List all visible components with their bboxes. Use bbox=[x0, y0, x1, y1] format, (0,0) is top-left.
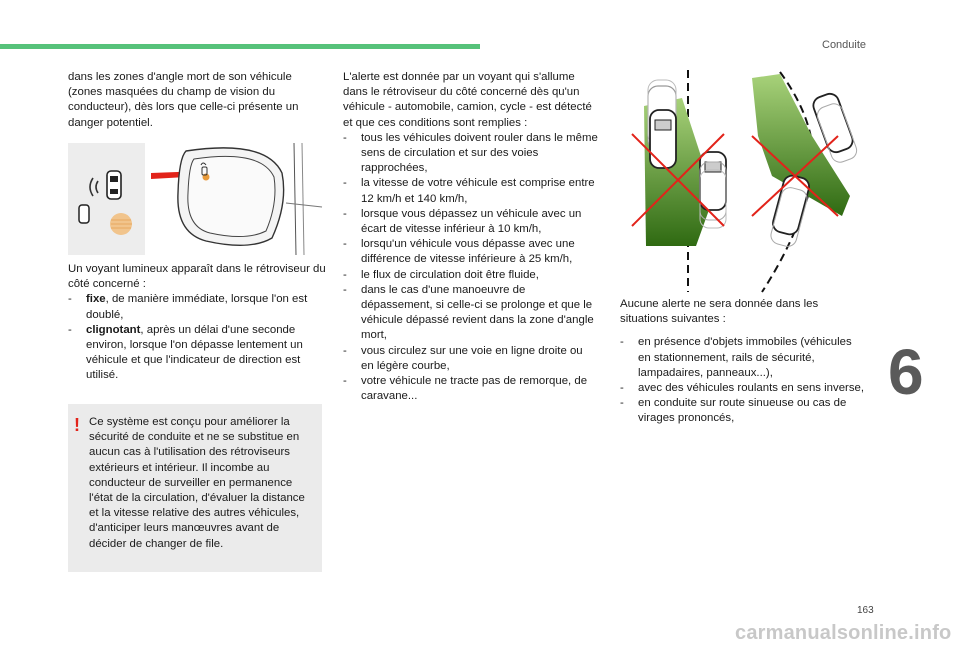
list-item: - avec des véhicules roulants en sens inverse, bbox=[620, 382, 865, 395]
list-item: - vous circulez sur une voie en ligne droite ou en légère courbe, bbox=[343, 344, 583, 372]
car-sensor-icon bbox=[68, 143, 145, 255]
list-item: - le flux de circulation doit être fluide, bbox=[343, 268, 539, 281]
exclamation-icon: ! bbox=[74, 415, 80, 435]
term-clignotant: clignotant bbox=[86, 323, 141, 336]
voyant-intro: Un voyant lumineux apparaît dans le rétroviseur du côté concerné : bbox=[68, 263, 326, 291]
chapter-number: 6 bbox=[888, 336, 924, 408]
list-item: - en conduite sur route sinueuse ou cas de virages prononcés, bbox=[620, 397, 847, 425]
conditions-list bbox=[343, 131, 598, 405]
road-illustration bbox=[612, 66, 878, 296]
list-item: - fixe, de manière immédiate, lorsque l'on est doublé, bbox=[68, 293, 308, 321]
warning-text: Ce système est conçu pour améliorer la sécurité de conduite et ne se substitue en aucun cas à l'utilisation des rétroviseurs extérieurs et intérieur. Il incombe au conducteur de surveiller en permanence l'état de la circulation, d'évaluer la distance et la vitesse relative des autres véhicules, d'anticiper leurs manœuvres avant de décider de changer de file. bbox=[89, 416, 305, 550]
list-item: - la vitesse de votre véhicule est comprise entre 12 km/h et 140 km/h, bbox=[343, 177, 595, 205]
voyant-section bbox=[68, 262, 326, 384]
term-fixe: fixe bbox=[86, 293, 106, 306]
column-2 bbox=[343, 70, 598, 404]
list-item: - votre véhicule ne tracte pas de remorque, de caravane... bbox=[343, 375, 588, 403]
no-alert-list bbox=[620, 335, 866, 426]
list-item: - en présence d'objets immobiles (véhicules en stationnement, rails de sécurité, lampadaires, panneaux...), bbox=[620, 336, 852, 379]
header-accent-bar bbox=[0, 44, 480, 49]
watermark: carmanualsonline.info bbox=[735, 622, 952, 644]
warning-box bbox=[68, 404, 322, 572]
page-number: 163 bbox=[857, 605, 874, 616]
conditions-intro: L'alerte est donnée par un voyant qui s'allume dans le rétroviseur du côté concerné dès qu'un véhicule - automobile, camion, cycle - est détecté et que ces conditions sont remplies : bbox=[343, 71, 592, 129]
list-item: - lorsque vous dépassez un véhicule avec un écart de vitesse inférieur à 10 km/h, bbox=[343, 207, 582, 236]
list-item: - lorsqu'un véhicule vous dépasse avec une différence de vitesse inférieure à 25 km/h, bbox=[343, 238, 575, 266]
list-item: - dans le cas d'une manoeuvre de dépassement, si celle-ci se prolonge et que le véhicule dépassé revient dans la zone d'angle mort, bbox=[343, 283, 594, 342]
voyant-list bbox=[68, 292, 326, 383]
blind-spot-diagram bbox=[68, 143, 145, 255]
intro-paragraph: dans les zones d'angle mort de son véhicule (zones masquées du champ de vision du conducteur), dès lors que celle-ci présente un danger potentiel. bbox=[68, 71, 299, 129]
column-3 bbox=[620, 297, 866, 427]
mirror-illustration bbox=[146, 143, 323, 255]
list-item: - tous les véhicules doivent rouler dans le même sens de circulation et sur des voies rapprochées, bbox=[343, 131, 598, 175]
column-1 bbox=[68, 70, 326, 131]
section-title: Conduite bbox=[822, 39, 867, 51]
list-item: - clignotant, après un délai d'une seconde environ, lorsque l'on dépasse lentement un véhicule et que l'indicateur de direction est utilisé. bbox=[68, 323, 303, 382]
no-alert-intro: Aucune alerte ne sera donnée dans les situations suivantes : bbox=[620, 298, 819, 326]
